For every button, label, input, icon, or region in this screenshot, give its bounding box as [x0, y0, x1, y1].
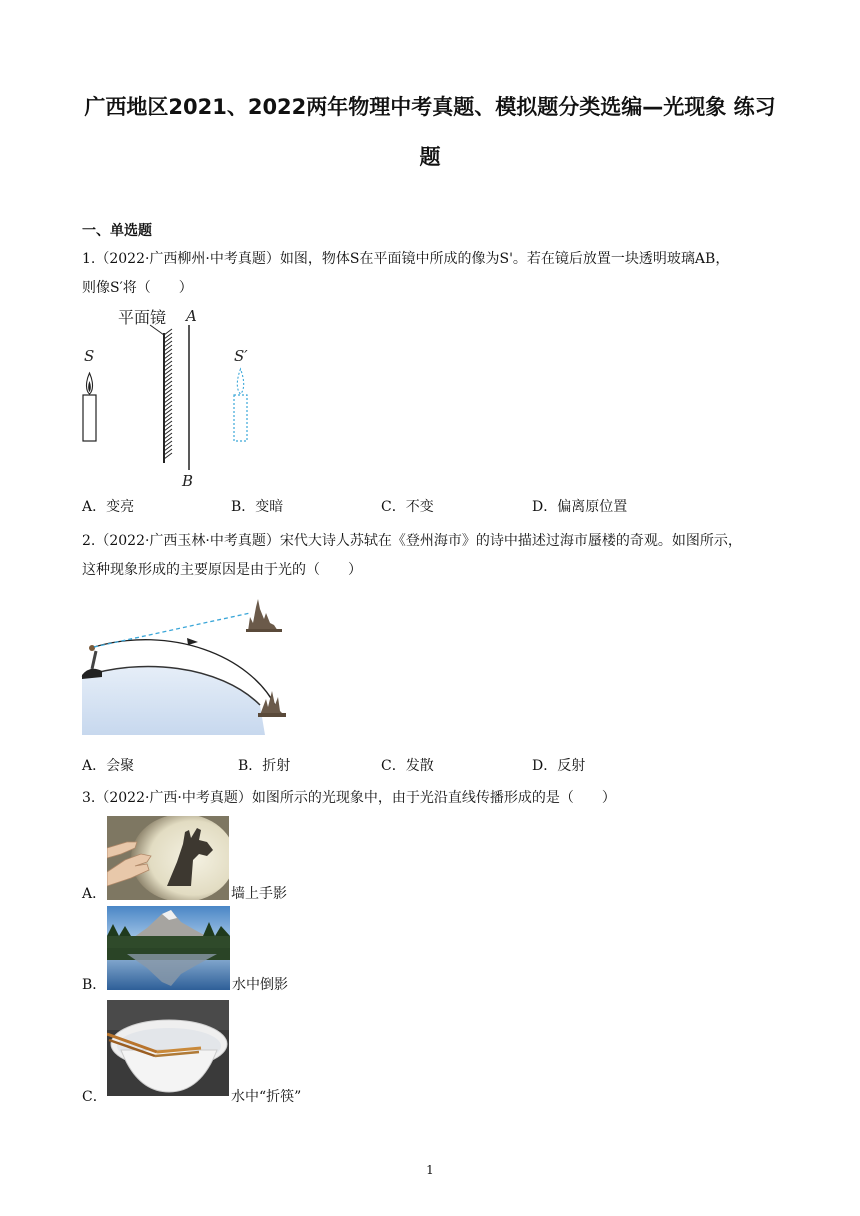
candle-s	[83, 373, 96, 441]
section-heading: 一、单选题	[82, 223, 152, 239]
label-a: A	[186, 307, 197, 325]
question-2-line-2: 这种现象形成的主要原因是由于光的（ ）	[82, 562, 362, 578]
mirror-label: 平面镜	[118, 308, 167, 327]
mirage-city-image	[246, 599, 282, 632]
q1-option-c[interactable]: C．不变	[381, 499, 434, 515]
question-3-text	[82, 784, 782, 813]
q2-option-d[interactable]: D．反射	[532, 758, 586, 774]
mirage-figure	[80, 595, 295, 735]
q3-answer-a-label[interactable]: A．	[82, 886, 107, 902]
title-line-2: 题	[419, 145, 441, 169]
q2-option-c[interactable]: C．发散	[381, 758, 434, 774]
q1-option-b[interactable]: B．变暗	[231, 499, 284, 515]
mirror-figure	[78, 305, 278, 490]
question-1-line-1: 1.（2022·广西柳州·中考真题）如图，物体S在平面镜中所成的像为S'。若在镜后放置一块透明玻璃AB，	[82, 251, 730, 267]
real-city	[258, 691, 286, 717]
q3-answer-c-label[interactable]: C．	[82, 1089, 107, 1105]
page-number: 1	[426, 1163, 434, 1177]
q2-option-a[interactable]: A．会聚	[82, 758, 135, 774]
water-reflection-image	[107, 906, 230, 990]
question-1-line-2: 则像S′将（ ）	[82, 280, 193, 296]
question-2-text	[82, 527, 782, 585]
title-line-1: 广西地区2021、2022两年物理中考真题、模拟题分类选编—光现象 练习	[84, 95, 776, 119]
label-s: S	[84, 347, 95, 365]
q3-answer-c-caption: 水中“折筷”	[231, 1089, 302, 1105]
candle-image-s-prime	[234, 369, 247, 441]
label-s-prime: S′	[234, 347, 248, 365]
question-3-line-1: 3.（2022·广西·中考真题）如图所示的光现象中，由于光沿直线传播形成的是（ ）	[82, 790, 616, 806]
label-b: B	[182, 472, 194, 490]
q2-option-b[interactable]: B．折射	[238, 758, 291, 774]
plane-mirror	[164, 329, 172, 463]
page-title	[60, 82, 800, 182]
bent-chopsticks-image	[107, 1000, 229, 1096]
question-1-text	[82, 245, 782, 303]
q3-answer-b-caption: 水中倒影	[232, 977, 288, 993]
q3-answer-a-caption: 墙上手影	[231, 886, 287, 902]
hand-shadow-image	[107, 816, 229, 900]
q1-option-d[interactable]: D．偏离原位置	[532, 499, 628, 515]
question-2-line-1: 2.（2022·广西玉林·中考真题）宋代大诗人苏轼在《登州海市》的诗中描述过海市蜃楼的奇观。如图所示，	[82, 533, 742, 549]
q1-option-a[interactable]: A．变亮	[82, 499, 135, 515]
q3-answer-b-label[interactable]: B．	[82, 977, 107, 993]
